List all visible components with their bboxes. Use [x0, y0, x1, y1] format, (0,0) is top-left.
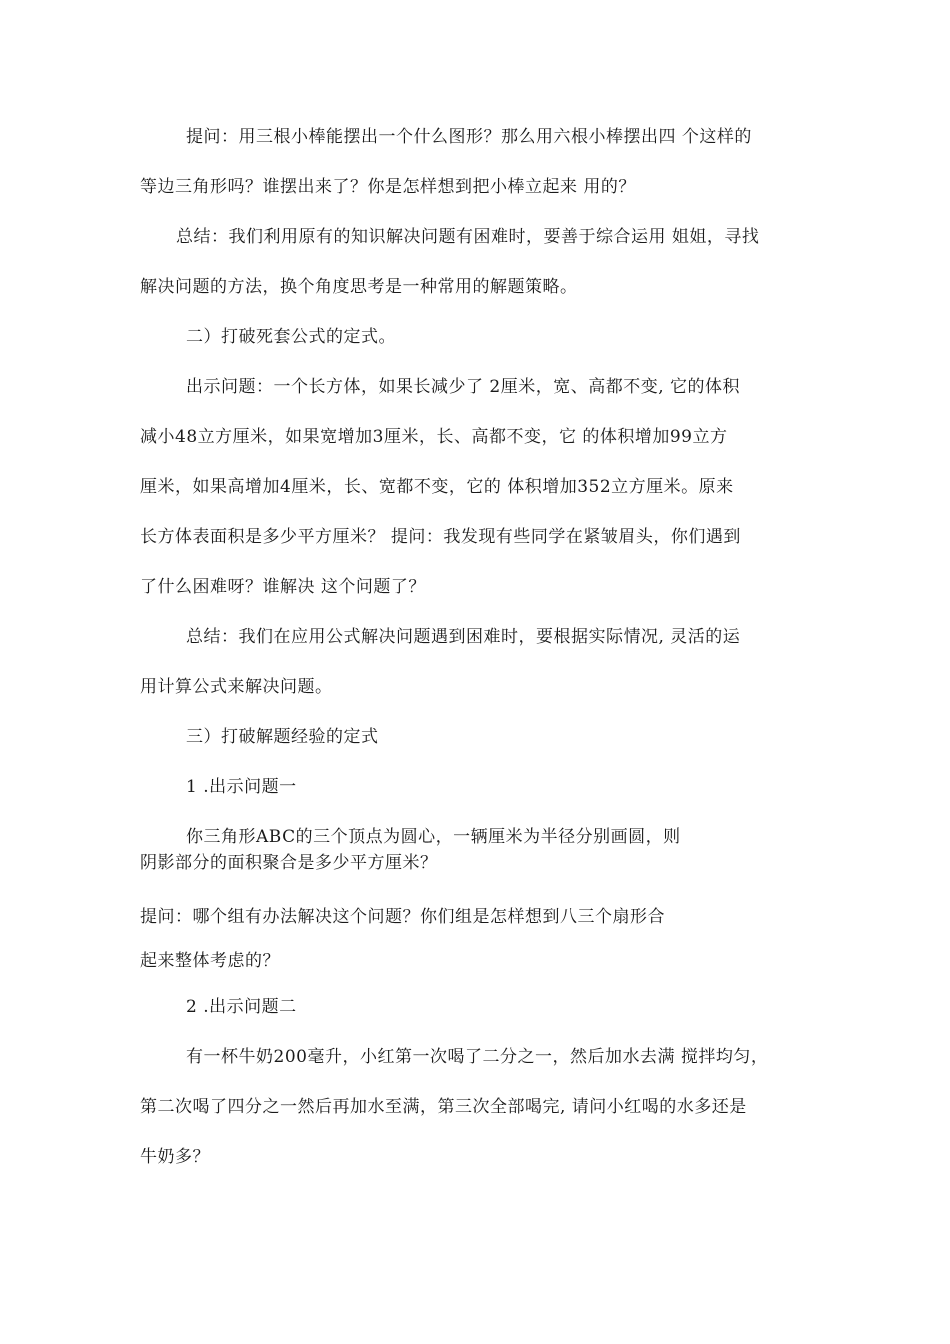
paragraph-line: 厘米，如果高增加4厘米，长、宽都不变，它的 体积增加352立方厘米。原来 — [140, 477, 734, 497]
paragraph-line: 总结：我们利用原有的知识解决问题有困难时，要善于综合运用 姐姐，寻找 — [176, 227, 760, 247]
paragraph-line: 你三角形ABC的三个顶点为圆心，一辆厘米为半径分别画圆，则 — [186, 827, 681, 847]
paragraph-line: 减小48立方厘米，如果宽增加3厘米，长、高都不变，它 的体积增加99立方 — [140, 427, 728, 447]
paragraph-line: 阴影部分的面积聚合是多少平方厘米？ — [140, 853, 438, 873]
paragraph-line: 总结：我们在应用公式解决问题遇到困难时，要根据实际情况, 灵活的运 — [186, 627, 741, 647]
section-heading: 二）打破死套公式的定式。 — [186, 327, 396, 347]
paragraph-line: 有一杯牛奶200毫升，小红第一次喝了二分之一，然后加水去满 搅拌均匀， — [186, 1047, 769, 1067]
paragraph-line: 出示问题：一个长方体，如果长减少了 2厘米，宽、高都不变, 它的体积 — [186, 377, 741, 397]
paragraph-line: 等边三角形吗？谁摆出来了？你是怎样想到把小棒立起来 用的？ — [140, 177, 636, 197]
section-heading: 三）打破解题经验的定式 — [186, 727, 379, 747]
paragraph-line: 了什么困难呀？谁解决 这个问题了？ — [140, 577, 426, 597]
paragraph-line: 长方体表面积是多少平方厘米？ 提问：我发现有些同学在紧皱眉头，你们遇到 — [140, 527, 741, 547]
paragraph-line: 用计算公式来解决问题。 — [140, 677, 333, 697]
paragraph-line: 牛奶多？ — [140, 1147, 210, 1167]
paragraph-line: 起来整体考虑的？ — [140, 951, 280, 971]
paragraph-line: 提问：哪个组有办法解决这个问题？你们组是怎样想到八三个扇形合 — [140, 907, 665, 927]
subsection-heading: 2 .出示问题二 — [186, 997, 297, 1017]
paragraph-line: 第二次喝了四分之一然后再加水至满，第三次全部喝完, 请问小红喝的水多还是 — [140, 1097, 747, 1117]
paragraph-line: 解决问题的方法，换个角度思考是一种常用的解题策略。 — [140, 277, 578, 297]
subsection-heading: 1 .出示问题一 — [186, 777, 297, 797]
paragraph-line: 提问：用三根小棒能摆出一个什么图形？那么用六根小棒摆出四 个这样的 — [186, 127, 752, 147]
